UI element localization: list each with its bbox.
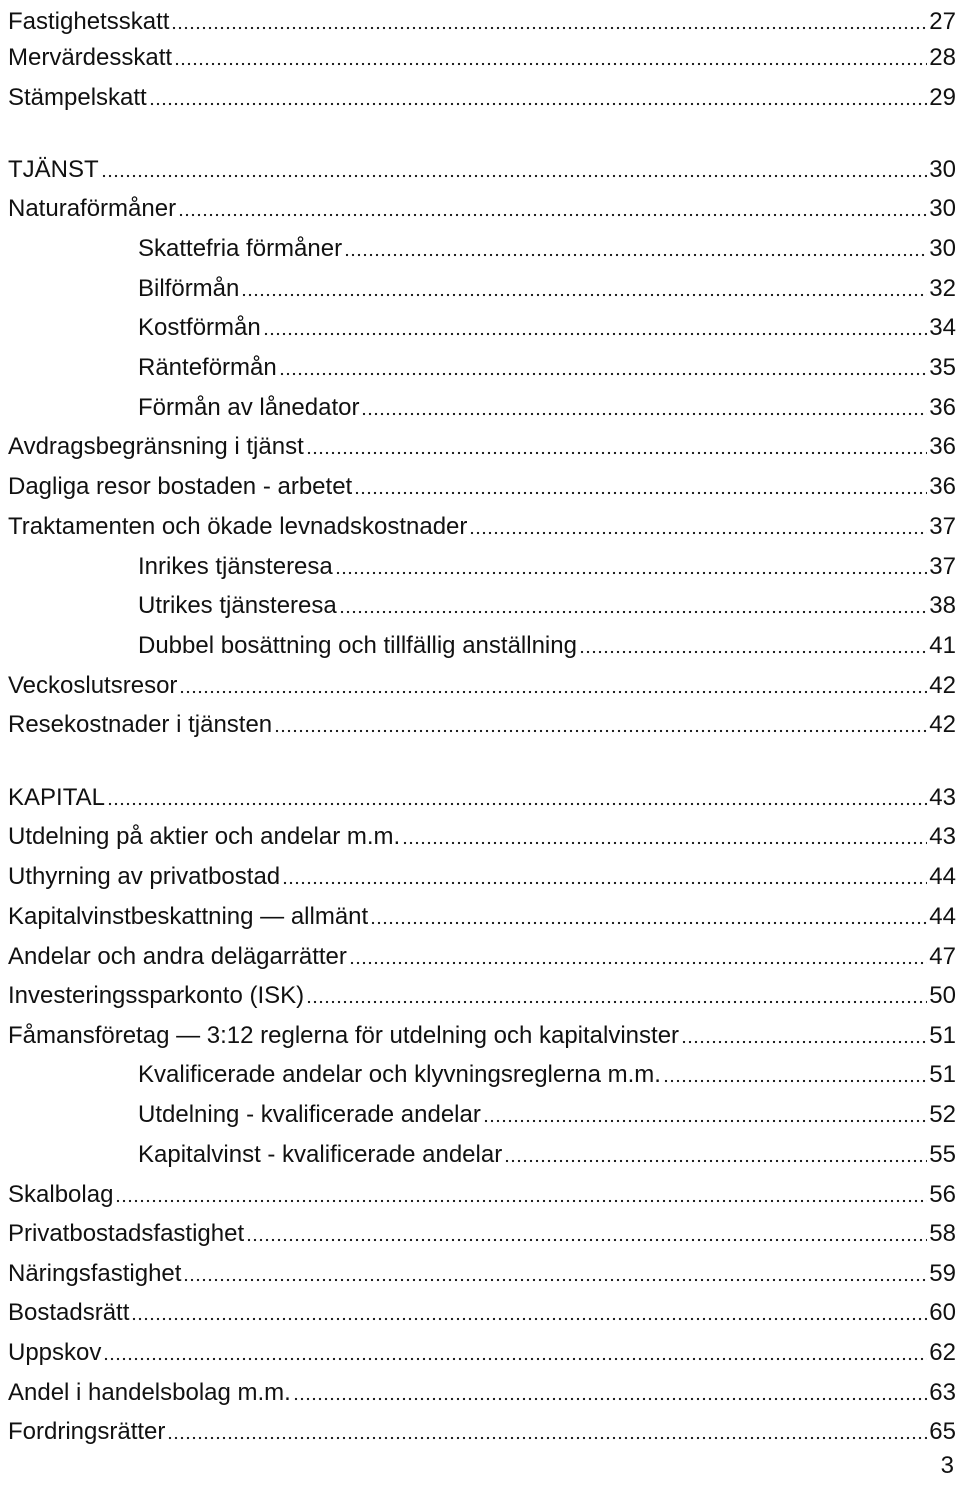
toc-entry-page: 47 [929, 943, 956, 970]
toc-entry[interactable] [8, 1133, 956, 1169]
dot-leader [263, 332, 928, 336]
page-number: 3 [940, 1452, 954, 1479]
toc-entry-page: 50 [929, 982, 956, 1009]
toc-entry-page: 32 [929, 275, 956, 302]
toc-entry-page: 42 [929, 672, 956, 699]
toc-entry-page: 60 [929, 1299, 956, 1326]
dot-leader [335, 571, 928, 575]
toc-entry-page: 30 [929, 195, 956, 222]
dot-leader [115, 1199, 927, 1203]
dot-leader [339, 610, 928, 614]
toc-entry-page: 44 [929, 903, 956, 930]
toc-entry-page: 65 [929, 1418, 956, 1445]
toc-entry[interactable] [8, 148, 956, 184]
toc-entry-page: 44 [929, 863, 956, 890]
toc-entry-page: 43 [929, 784, 956, 811]
toc-entry-page: 62 [929, 1339, 956, 1366]
toc-entry-title: Traktamenten och ökade levnadskostnader [8, 513, 468, 540]
toc-entry-title: Kapitalvinstbeskattning — allmänt [8, 903, 369, 930]
toc-entry-title: Privatbostadsfastighet [8, 1220, 245, 1247]
toc-entry-page: 27 [929, 8, 956, 35]
toc-entry-page: 51 [929, 1061, 956, 1088]
toc-entry[interactable] [8, 386, 956, 422]
dot-leader [370, 921, 927, 925]
dot-leader [579, 650, 927, 654]
toc-entry-title: Uppskov [8, 1339, 102, 1366]
toc-entry[interactable] [8, 1212, 956, 1248]
dot-leader [402, 841, 927, 845]
dot-leader [279, 372, 928, 376]
toc-entry[interactable] [8, 664, 956, 700]
toc-entry[interactable] [8, 855, 956, 891]
toc-entry-title: Utrikes tjänsteresa [138, 592, 337, 619]
dot-leader [174, 62, 927, 66]
toc-entry-title: Mervärdesskatt [8, 44, 173, 71]
toc-entry-title: Förmån av lånedator [138, 394, 360, 421]
dot-leader [306, 451, 928, 455]
toc-entry[interactable] [8, 465, 956, 501]
toc-entry[interactable] [8, 1410, 956, 1446]
dot-leader [274, 729, 927, 733]
toc-entry-title: Naturaförmåner [8, 195, 177, 222]
dot-leader [361, 412, 927, 416]
toc-entry-page: 36 [929, 473, 956, 500]
toc-entry-title: Dagliga resor bostaden - arbetet [8, 473, 353, 500]
toc-entry-title: Utdelning på aktier och andelar m.m. [8, 823, 401, 850]
toc-entry-title: Skalbolag [8, 1181, 114, 1208]
toc-entry[interactable] [8, 974, 956, 1010]
toc-entry-page: 28 [929, 44, 956, 71]
toc-entry-title: KAPITAL [8, 784, 105, 811]
toc-entry[interactable] [8, 1014, 956, 1050]
toc-entry[interactable] [8, 76, 956, 112]
toc-entry[interactable] [8, 267, 956, 303]
dot-leader [103, 1357, 927, 1361]
dot-leader [246, 1238, 927, 1242]
toc-entry-title: Veckoslutsresor [8, 672, 178, 699]
toc-entry-page: 56 [929, 1181, 956, 1208]
toc-entry[interactable] [8, 346, 956, 382]
toc-entry[interactable] [8, 703, 956, 739]
toc-entry-page: 51 [929, 1022, 956, 1049]
toc-entry[interactable] [8, 1291, 956, 1327]
toc-entry-title: Utdelning - kvalificerade andelar [138, 1101, 481, 1128]
toc-entry-page: 37 [929, 553, 956, 580]
toc-entry-title: Resekostnader i tjänsten [8, 711, 273, 738]
toc-entry-title: Stämpelskatt [8, 84, 147, 111]
toc-entry[interactable] [8, 1331, 956, 1367]
toc-entry-page: 36 [929, 433, 956, 460]
toc-entry-title: Avdragsbegränsning i tjänst [8, 433, 304, 460]
toc-entry[interactable] [8, 776, 956, 812]
dot-leader [179, 690, 927, 694]
toc-entry-title: TJÄNST [8, 156, 99, 183]
dot-leader [469, 531, 927, 535]
toc-entry-page: 55 [929, 1141, 956, 1168]
toc-entry[interactable] [8, 1093, 956, 1129]
dot-leader [306, 1000, 927, 1004]
toc-entry[interactable] [8, 1173, 956, 1209]
dot-leader [681, 1040, 927, 1044]
dot-leader [354, 491, 927, 495]
toc-entry-page: 35 [929, 354, 956, 381]
toc-entry-title: Bilförmån [138, 275, 240, 302]
toc-entry[interactable] [8, 1252, 956, 1288]
toc-entry-title: Fordringsrätter [8, 1418, 166, 1445]
toc-entry-title: Inrikes tjänsteresa [138, 553, 333, 580]
dot-leader [183, 1278, 927, 1282]
toc-entry[interactable] [8, 227, 956, 263]
toc-entry-page: 43 [929, 823, 956, 850]
dot-leader [101, 174, 928, 178]
toc-entry-title: Ränteförmån [138, 354, 277, 381]
dot-leader [293, 1397, 927, 1401]
toc-entry[interactable] [8, 1371, 956, 1407]
toc-entry-title: Uthyrning av privatbostad [8, 863, 281, 890]
dot-leader [171, 26, 927, 30]
dot-leader [107, 802, 927, 806]
toc-entry[interactable] [8, 545, 956, 581]
toc-entry-title: Näringsfastighet [8, 1260, 182, 1287]
toc-entry-page: 41 [929, 632, 956, 659]
toc-entry-title: Bostadsrätt [8, 1299, 130, 1326]
toc-entry[interactable] [8, 815, 956, 851]
toc-entry[interactable] [8, 187, 956, 223]
toc-entry-title: Kostförmån [138, 314, 261, 341]
dot-leader [663, 1079, 927, 1083]
toc-entry-title: Fastighetsskatt [8, 8, 170, 35]
toc-entry-page: 34 [929, 314, 956, 341]
toc-entry[interactable] [8, 425, 956, 461]
dot-leader [344, 253, 927, 257]
toc-entry[interactable] [8, 36, 956, 72]
dot-leader [483, 1119, 927, 1123]
toc-entry-page: 29 [929, 84, 956, 111]
toc-entry-page: 59 [929, 1260, 956, 1287]
dot-leader [282, 881, 927, 885]
dot-leader [178, 213, 927, 217]
toc-entry-page: 30 [929, 156, 956, 183]
toc-entry-page: 42 [929, 711, 956, 738]
toc-entry[interactable] [8, 1053, 956, 1089]
toc-entry[interactable] [8, 584, 956, 620]
toc-entry-page: 63 [929, 1379, 956, 1406]
toc-entry-title: Fåmansföretag — 3:12 reglerna för utdelning och kapitalvinster [8, 1022, 680, 1049]
toc-entry-title: Andelar och andra delägarrätter [8, 943, 347, 970]
toc-entry-title: Kvalificerade andelar och klyvningsreglerna m.m. [138, 1061, 661, 1088]
toc-entry[interactable] [8, 935, 956, 971]
toc-entry-title: Dubbel bosättning och tillfällig anställning [138, 632, 577, 659]
toc-entry[interactable] [8, 0, 956, 36]
toc-entry-page: 36 [929, 394, 956, 421]
toc-entry-page: 38 [929, 592, 956, 619]
toc-entry[interactable] [8, 505, 956, 541]
toc-entry-page: 52 [929, 1101, 956, 1128]
toc-entry-title: Investeringssparkonto (ISK) [8, 982, 305, 1009]
toc-entry-page: 58 [929, 1220, 956, 1247]
dot-leader [504, 1159, 927, 1163]
toc-entry[interactable] [8, 306, 956, 342]
dot-leader [167, 1436, 927, 1440]
toc-entry[interactable] [8, 895, 956, 931]
toc-entry[interactable] [8, 624, 956, 660]
dot-leader [149, 102, 928, 106]
toc-entry-title: Kapitalvinst - kvalificerade andelar [138, 1141, 503, 1168]
dot-leader [131, 1317, 927, 1321]
toc-entry-page: 37 [929, 513, 956, 540]
dot-leader [349, 961, 927, 965]
dot-leader [241, 293, 927, 297]
toc-entry-title: Skattefria förmåner [138, 235, 343, 262]
toc-entry-title: Andel i handelsbolag m.m. [8, 1379, 291, 1406]
toc-entry-page: 30 [929, 235, 956, 262]
